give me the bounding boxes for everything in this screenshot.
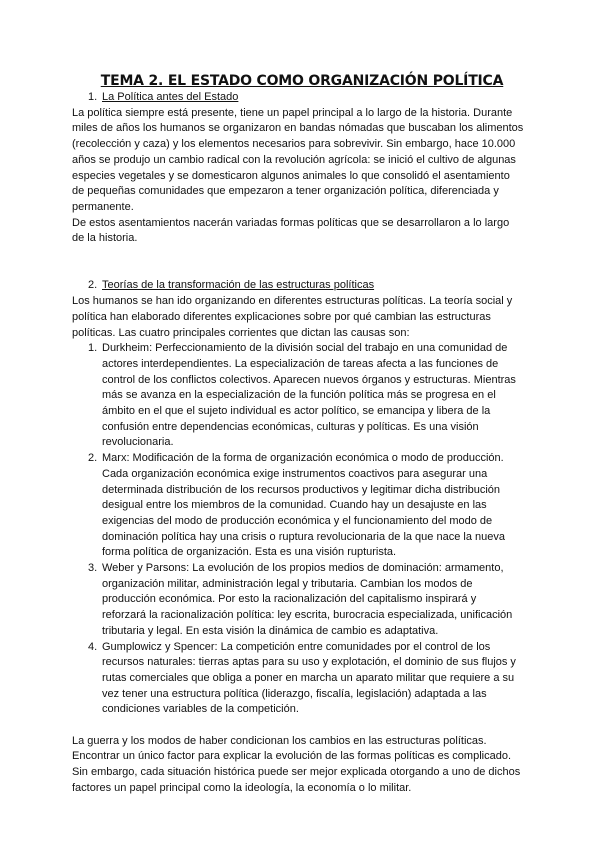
section-1-body [72,106,532,247]
text-line: determinada distribución de los recursos productivos y legitimar dicha distribución [102,483,501,496]
text-line: más se avanza en la especialización de la función política más se progresa en el [102,389,496,402]
text-line: Durkheim: Perfeccionamiento de la división social del trabajo en una comunidad de [102,342,508,355]
text-line: condiciones variables de la competición. [102,703,299,716]
text-line: confusión entre dependencias económicas, culturas y políticas. Es una visión [102,420,479,433]
section-2-intro [72,294,532,341]
text-line: desigual entre los miembros de la comunidad. Cuando hay un desajuste en las [102,499,487,512]
document-page [72,72,532,797]
text-line: vez tener una estructura política (liderazgo, fiscalía, legislación) adaptada a las [102,687,487,700]
text-line: Weber y Parsons: La evolución de los propios medios de dominación: armamento, [102,562,504,575]
list-number: 2. [88,452,98,465]
text-line: rutas comerciales que obliga a poner en marcha un aparato militar que requiere a su [102,671,515,684]
section-2-heading [72,278,532,294]
text-line: permanente. [72,200,134,213]
text-line: (recolección y caza) y los elementos necesarios para sobrevivir. Sin embargo, hace 10.000 [72,138,516,151]
text-line: exigencias del modo de producción económica y el funcionamiento del modo de [102,514,493,527]
text-line: tributaria y legal. En esta visión la dinámica de cambio es adaptativa. [102,624,439,637]
paragraph [72,216,532,247]
document-title: TEMA 2. EL ESTADO COMO ORGANIZACIÓN POLÍTICA [100,73,504,89]
text-line: ámbito en el que el sujeto individual es actor político, se emancipa y libera de la [102,405,491,418]
text-line: De estos asentamientos nacerán variadas formas políticas que se desarrollaron a lo largo [72,216,510,229]
section-number: 1. [88,91,98,103]
text-line: Marx: Modificación de la forma de organización económica o modo de producción. [102,452,504,465]
text-line: especies vegetales y se domesticaron algunos animales lo que consolidó el asentamiento [72,169,510,182]
list-item [72,561,532,640]
list-item [72,640,532,719]
text-line: política han elaborado diferentes explicaciones sobre por qué cambian las estructuras [72,310,491,323]
list-number: 3. [88,562,98,575]
list-number: 4. [88,640,98,653]
text-line: La política siempre está presente, tiene un papel principal a lo largo de la historia. Durante [72,106,513,119]
text-line: organización militar, administración legal y tributaria. Cambian los modos de [102,577,473,590]
text-line: actores interdependientes. La especialización de tareas afecta a las funciones de [102,357,499,370]
text-line: Sin embargo, cada situación histórica puede ser mejor explicada otorgando a uno de dichos [72,766,521,779]
section-1-heading [72,90,532,106]
text-line: factores un papel principal como la ideología, la economía o lo militar. [72,781,412,794]
text-line: de la historia. [72,232,138,245]
section-title: La Política antes del Estado [102,91,239,103]
text-line: control de los conflictos colectivos. Aparecen nuevos órganos y estructuras. Mientras [102,373,516,386]
text-line: recursos naturales: tierras aptas para su uso y explotación, el dominio de sus flujos y [102,656,516,669]
text-line: reforzará la racionalización política: ley escrita, burocracia especializada, unificación [102,609,513,622]
section-number: 2. [88,279,98,292]
paragraph [72,106,532,216]
text-line: Gumplowicz y Spencer: La competición entre comunidades por el control de los [102,640,491,653]
text-line: producción económica. Por esto la racionalización del capitalismo inspirará y [102,593,477,606]
text-line: La guerra y los modos de haber condicionan los cambios en las estructuras políticas. [72,734,487,747]
text-line: Los humanos se han ido organizando en diferentes estructuras políticas. La teoría social y [72,295,513,308]
section-title: Teorías de la transformación de las estructuras políticas [102,279,375,292]
section-2-conclusion [72,734,532,797]
theories-list [72,341,532,718]
text-line: dominación política hay una crisis o ruptura revolucionaria de la que nace la nueva [102,530,505,543]
text-line: forma política de organización. Esta es una visión rupturista. [102,546,397,559]
list-item [72,341,532,451]
text-line: Encontrar un único factor para explicar la evolución de las formas políticas es complicado. [72,750,512,763]
text-line: políticas. Las cuatro principales corrientes que dictan las causas son: [72,326,410,339]
text-line: Cada organización económica exige instrumentos coactivos para asegurar una [102,467,488,480]
list-item [72,451,532,561]
text-line: revolucionaria. [102,436,174,449]
text-line: miles de años los humanos se organizaron en bandas nómadas que buscaban los alimentos [72,122,524,135]
text-line: años se produjo un cambio radical con la revolución agrícola: se inició el cultivo de algunas [72,153,516,166]
text-line: de pequeñas comunidades que empezaron a tener organización política, diferenciada y [72,185,499,198]
list-number: 1. [88,342,98,355]
